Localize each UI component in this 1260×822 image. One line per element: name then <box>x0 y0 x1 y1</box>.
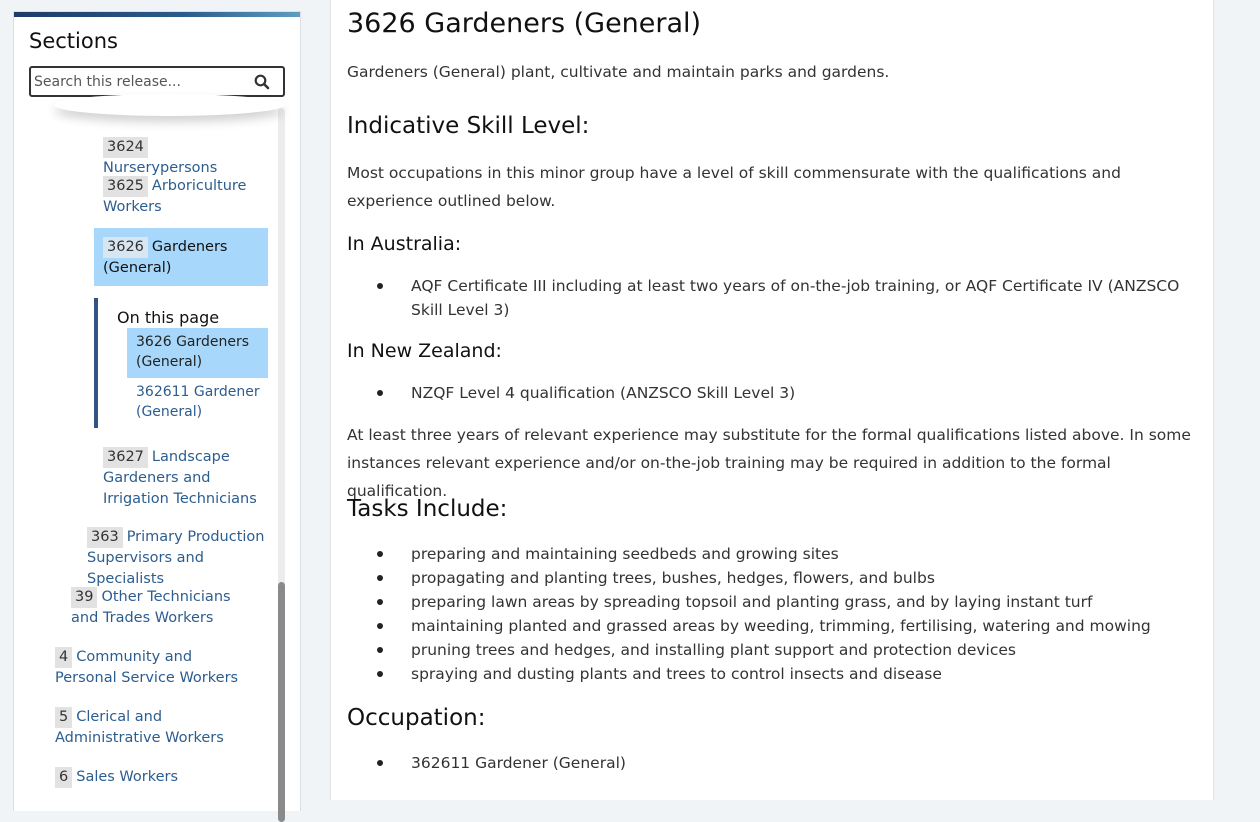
list-item: NZQF Level 4 qualification (ANZSCO Skill Level 3) <box>347 381 1197 405</box>
list-item: preparing lawn areas by spreading topsoil and planting grass, and by laying instant turf <box>347 590 1197 614</box>
on-this-page-bar <box>94 298 98 428</box>
sidebar-item-label: Nurserypersons <box>103 160 218 176</box>
tasks-heading: Tasks Include: <box>347 496 508 522</box>
skill-level-text: Most occupations in this minor group have a level of skill commensurate with the qualifications and experience outlined below. <box>347 164 1121 210</box>
sidebar-item-code: 3624 <box>103 137 148 158</box>
sidebar-item-label: Clerical and Administrative Workers <box>55 709 224 746</box>
sidebar-item-label: Community and Personal Service Workers <box>55 649 239 686</box>
on-this-page-item-362611[interactable]: 362611 Gardener (General) <box>136 384 260 420</box>
sidebar-item-code: 3627 <box>103 447 148 468</box>
sidebar-item-code: 5 <box>55 707 72 728</box>
new-zealand-heading: In New Zealand: <box>347 340 502 362</box>
substitute-text: At least three years of relevant experience may substitute for the formal qualifications listed above. In some instances relevant experience and/or on-the-job training may be required in addition to the formal qualification. <box>347 426 1191 500</box>
australia-heading: In Australia: <box>347 233 462 255</box>
search-input[interactable] <box>34 70 244 93</box>
search-box <box>29 66 285 97</box>
intro-text: Gardeners (General) plant, cultivate and maintain parks and gardens. <box>347 63 890 81</box>
sidebar-item-4[interactable] <box>55 647 255 689</box>
sidebar-item-3626-active[interactable] <box>94 228 268 286</box>
list-item: preparing and maintaining seedbeds and growing sites <box>347 542 1197 566</box>
sidebar-item-3627[interactable] <box>103 447 273 510</box>
new-zealand-list <box>347 381 1197 405</box>
list-item: 362611 Gardener (General) <box>347 751 1197 775</box>
sidebar-item-code: 3625 <box>103 176 148 197</box>
sidebar-item-code: 363 <box>87 527 123 548</box>
sidebar-item-3625[interactable] <box>103 176 263 218</box>
list-item: pruning trees and hedges, and installing plant support and protection devices <box>347 638 1197 662</box>
sidebar-item-label: Landscape Gardeners and Irrigation Technicians <box>103 449 257 507</box>
sidebar-item-39[interactable] <box>71 587 256 629</box>
sidebar-item-label: Gardeners (General) <box>103 239 228 276</box>
list-item: spraying and dusting plants and trees to control insects and disease <box>347 662 1197 686</box>
sidebar-item-5[interactable] <box>55 707 255 749</box>
search-icon[interactable] <box>253 73 271 91</box>
occupation-heading: Occupation: <box>347 705 486 731</box>
scroll-shadow <box>54 94 284 116</box>
main-content <box>330 0 1214 800</box>
sidebar-item-label: Arboriculture Workers <box>103 178 247 215</box>
list-item: AQF Certificate III including at least two years of on-the-job training, or AQF Certificate IV (ANZSCO Skill Level 3) <box>347 274 1197 322</box>
skill-level-heading: Indicative Skill Level: <box>347 113 590 139</box>
occupation-list <box>347 751 1197 775</box>
sidebar-item-code: 39 <box>71 587 97 608</box>
list-item: propagating and planting trees, bushes, hedges, flowers, and bulbs <box>347 566 1197 590</box>
page-title: 3626 Gardeners (General) <box>347 8 702 39</box>
sidebar-accent-bar <box>14 12 300 17</box>
on-this-page-item-3626[interactable]: 3626 Gardeners (General) <box>127 328 268 378</box>
sidebar-item-3624[interactable] <box>103 137 263 179</box>
sidebar-item-code: 4 <box>55 647 72 668</box>
sidebar-item-363[interactable] <box>87 527 267 590</box>
on-this-page-title: On this page <box>117 308 220 327</box>
sidebar-item-code: 6 <box>55 767 72 788</box>
sidebar-scrollbar-thumb[interactable] <box>278 582 285 822</box>
sidebar-item-label: Primary Production Supervisors and Specialists <box>87 529 265 587</box>
australia-list <box>347 274 1197 322</box>
sidebar-item-label: Other Technicians and Trades Workers <box>71 589 231 626</box>
sidebar-title: Sections <box>29 29 118 53</box>
list-item: maintaining planted and grassed areas by weeding, trimming, fertilising, watering and mowing <box>347 614 1197 638</box>
sections-nav <box>14 108 278 818</box>
sidebar-item-6[interactable] <box>55 767 255 788</box>
tasks-list <box>347 542 1197 686</box>
sections-sidebar <box>13 11 301 811</box>
sidebar-item-code: 3626 <box>103 237 148 258</box>
sidebar-item-label: Sales Workers <box>76 769 179 785</box>
